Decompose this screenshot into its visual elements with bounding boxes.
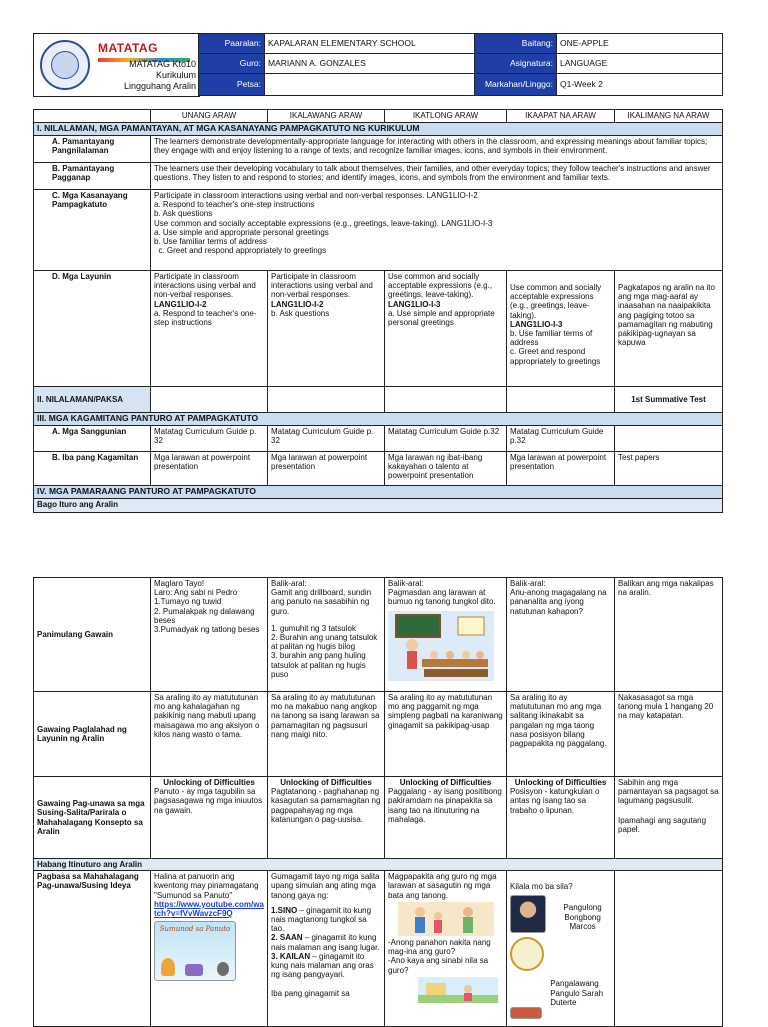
day-5-header: IKALIMANG NA ARAW [615,110,723,123]
baitang-value[interactable]: ONE-APPLE [557,34,723,54]
family-image [398,902,494,936]
lesson-table-part2 [33,577,723,1027]
duterte-caption: Pangalawang Pangulo Sarah Duterte [550,979,604,1007]
pagunawa-label: Gawaing Pag-unawa sa mga Susing-Salita/Parirala o Mahahalagang Konsepto sa Aralin [34,777,151,859]
matatag-logo-text: MATATAG [98,41,158,55]
header-info-table [198,33,723,96]
panimula-label: Panimulang Gawain [34,578,151,692]
paglalahad-day5: Nakasasagot sa mga tanong mula 1 hangang 20 na may katapatan. [615,692,723,777]
sanggunian-day3: Matatag Curriculum Guide p.32 [385,426,507,452]
pagbasa-day4: Kilala mo ba sila? Pangulong Bongbong Marcos Pangalawang Pangulo Sarah Duterte [507,871,615,1027]
row-d-label: D. Mga Layunin [34,271,151,387]
sanggunian-day1: Matatag Curriculum Guide p. 32 [151,426,268,452]
duterte-photo [510,1007,542,1019]
bago-ituro-title: Bago Ituro ang Aralin [34,499,723,513]
section-4-title: IV. MGA PAMARAANG PANTURO AT PAMPAGKATUTO [34,486,723,499]
story-thumbnail [154,921,236,981]
street-image [418,977,498,1003]
petsa-value[interactable] [265,74,475,96]
header-logo-block [33,33,200,97]
pagunawa-day3: Unlocking of Difficulties Paggalang - ay isang positibong pakiramdam na pinapakita sa isang tao na itinuturing na mahalaga. [385,777,507,859]
row-a-text: The learners demonstrate developmentally-appropriate language for interacting with others in the classroom, and expressing meanings about familiar topics; they engage with and enjoy listening to a range of texts; and recognize familiar images, icons, and symbols in their environment. [151,136,723,163]
program-title: MATATAG Kto10 [129,59,196,69]
kagamitan-day3: Mga larawan ng ibat-ibang kakayahan o talento at powerpoint presentation [385,452,507,486]
pagunawa-day2: Unlocking of Difficulties Pagtatanong - paghahanap ng kasagutan sa pamamagitan ng pagpapahayag ng mga katanungan o pag-uusisa. [268,777,385,859]
nilalaman-day5: 1st Summative Test [615,387,723,413]
guro-value[interactable]: MARIANN A. GONZALES [265,54,475,74]
day-4-header: IKAAPAT NA ARAW [507,110,615,123]
pagunawa-day5: Sabihin ang mga pamantayan sa pagsagot sa lagumang pagsusulit. Ipamahagi ang sagutang papel. [615,777,723,859]
section-3-title: III. MGA KAGAMITANG PANTURO AT PAMPAGKATUTO [34,413,723,426]
row-c-line: b. Use familiar terms of address [154,236,267,246]
row-d-day3: Use common and socially acceptable expressions (e.g., greetings, leave-taking). LANG1LIO-I-3 a. Use simple and appropriate personal greetings [385,271,507,387]
deped-seal-icon [40,40,90,90]
asignatura-label: Asignatura: [475,54,557,74]
story-thumbnail-title: Sumunod sa Panuto [159,925,231,934]
row-c-line: b. Ask questions [154,209,213,219]
row-c-label: C. Mga Kasanayang Pampagkatuto [34,190,151,271]
pagunawa-day4: Unlocking of Difficulties Posisyon - katungkulan o antas ng isang tao sa trabaho o lipunan. [507,777,615,859]
section-2-title: II. NILALAMAN/PAKSA [34,387,151,413]
kagamitan-day2: Mga larawan at powerpoint presentation [268,452,385,486]
row-c-line: Use common and socially acceptable expressions (e.g., greetings, leave-taking). LANG1LIO-I-3 [154,218,493,228]
panimula-day3: Balik-aral: Pagmasdan ang larawan at bumuo ng tanong tungkol dito. [385,578,507,692]
paglalahad-label: Gawaing Paglalahad ng Layunin ng Aralin [34,692,151,777]
paglalahad-day4: Sa araling ito ay matututunan mo ang mga salitang ikinakabit sa pangalan ng mga taong nasa posisyon bilang pagpapakita ng paggalang. [507,692,615,777]
row-c-line: a. Use simple and appropriate personal greetings [154,227,329,237]
pagbasa-label: Pagbasa sa Mahahalagang Pag-unawa/Susing Ideya [34,871,151,1027]
row-c-line: a. Respond to teacher's one-step instructions [154,200,315,210]
pagunawa-day1: Unlocking of Difficulties Panuto - ay mga tagubilin sa pagsasagawa ng mga iniuutos na gawain. [151,777,268,859]
lingguhan-label: Lingguhang Aralin [123,81,196,91]
panimula-day5: Balikan ang mga nakalipas na aralin. [615,578,723,692]
paaralan-value[interactable]: KAPALARAN ELEMENTARY SCHOOL [265,34,475,54]
paglalahad-day3: Sa araling ito ay matututunan mo ang paggamit ng mga simpleng pagbati na karaniwang ginagamit sa pakikipag-usap [385,692,507,777]
panimula-day4: Balik-aral: Anu-anong magagalang na pananalita ang iyong natutunan kahapon? [507,578,615,692]
asignatura-value[interactable]: LANGUAGE [557,54,723,74]
paglalahad-day2: Sa araling ito ay matututunan mo na makabuo nang angkop na tanong sa isang larawan sa pamamagitan ng pagsusuri nang maigi nito. [268,692,385,777]
markahan-label: Markahan/Linggo: [475,74,557,96]
lesson-table-part1 [33,109,723,513]
sanggunian-label: A. Mga Sanggunian [34,426,151,452]
pagbasa-day2: Gumagamit tayo ng mga salita upang simulan ang ating mga tanong gaya ng: 1.SINO – ginagamit ito kung nais magtanong tungkol sa tao. 2. SAAN – ginagamit ito kung nais malaman ang isang lugar. 3. KAILAN – ginagamit ito kung nais malaman ang oras ng isang pangyayari. Iba pang ginagamit sa [268,871,385,1027]
day-2-header: IKALAWANG ARAW [268,110,385,123]
markahan-value[interactable]: Q1-Week 2 [557,74,723,96]
day-3-header: IKATLONG ARAW [385,110,507,123]
row-c-line: Participate in classroom interactions using verbal and non-verbal responses. LANG1LIO-I-2 [154,191,478,200]
seal-icon [510,937,544,971]
kagamitan-day4: Mga larawan at powerpoint presentation [507,452,615,486]
paaralan-label: Paaralan: [199,34,265,54]
days-header-row [34,110,723,123]
row-c-line: c. Greet and respond appropriately to greetings [154,246,327,256]
row-d-day5: Pagkatapos ng aralin na ito ang mga mag-aaral ay inaasahan na naaipakikita ang pagiging totoo sa pamamagitan ng mabuting pakikipag-ugnayan sa kapuwa [615,271,723,387]
sanggunian-day5 [615,426,723,452]
pagbasa-day3: Magpapakita ang guro ng mga larawan at sasagutin ng mga bata ang tanong. -Anong panahon nakita nang mag-ina ang guro? -Ano kaya ang sinabi nila sa guro? [385,871,507,1027]
row-b-text: The learners use their developing vocabulary to talk about themselves, their families, and other everyday topics; they follow teacher's instructions and answer questions. They listen to and respond to stories; and identify images, icons, and symbols from the environment and familiar texts. [151,163,723,190]
kurikulum-label: Kurikulum [155,70,196,80]
petsa-label: Petsa: [199,74,265,96]
kagamitan-day5: Test papers [615,452,723,486]
youtube-link[interactable]: https://www.youtube.com/watch?v=fVvWavzcF9Q [154,899,264,918]
row-b-label: B. Pamantayang Pagganap [34,163,151,190]
row-d-day2: Participate in classroom interactions using verbal and non-verbal responses. LANG1LIO-I-2 b. Ask questions [268,271,385,387]
marcos-photo [510,895,546,933]
day-1-header: UNANG ARAW [151,110,268,123]
row-c-text [151,190,723,271]
row-d-day1: Participate in classroom interactions using verbal and non-verbal responses. LANG1LIO-I-2 a. Respond to teacher's one-step instructions [151,271,268,387]
classroom-image [388,611,494,681]
marcos-caption: Pangulong Bongbong Marcos [563,903,602,931]
pagbasa-day1: Halina at panuorin ang kwentong may pinamagatang "Sumunod sa Panuto" https://www.youtube.com/watch?v=fVvWavzcF9Q Sumunod sa Panuto [151,871,268,1027]
row-d-day4: Use common and socially acceptable expressions (e.g., greetings, leave-taking). LANG1LIO-I-3 b. Use familiar terms of address c. Greet and respond appropriately to greetings [507,271,615,387]
pagbasa-day5 [615,871,723,1027]
guro-label: Guro: [199,54,265,74]
sanggunian-day4: Matatag Curriculum Guide p.32 [507,426,615,452]
panimula-day1: Maglaro Tayo! Laro: Ang sabi ni Pedro 1.Tumayo ng tuwid 2. Pumalakpak ng dalawang beses 3.Pumadyak ng tatlong beses [151,578,268,692]
baitang-label: Baitang: [475,34,557,54]
panimula-day2: Balik-aral: Gamit ang drillboard, sundin ang panuto na sasabihin ng guro. 1. gumuhit ng 3 tatsulok 2. Burahin ang unang tatsulok at palitan ng hugis bilog 3. burahin ang pang huling tatsulok at palitan ng hugis puso [268,578,385,692]
kagamitan-day1: Mga larawan at powerpoint presentation [151,452,268,486]
section-1-title: I. NILALAMAN, MGA PAMANTAYAN, AT MGA KASANAYANG PAMPAGKATUTO NG KURIKULUM [34,123,723,136]
kagamitan-label: B. Iba pang Kagamitan [34,452,151,486]
sanggunian-day2: Matatag Curriculum Guide p. 32 [268,426,385,452]
paglalahad-day1: Sa araling ito ay matututunan mo ang kahalagahan ng pakikinig nang mabuti upang maisagawa mo ang aksiyon o kilos nang wasto o tama. [151,692,268,777]
row-a-label: A. Pamantayang Pangnilalaman [34,136,151,163]
habang-itinuturo-title: Habang Itinuturo ang Aralin [34,859,723,871]
